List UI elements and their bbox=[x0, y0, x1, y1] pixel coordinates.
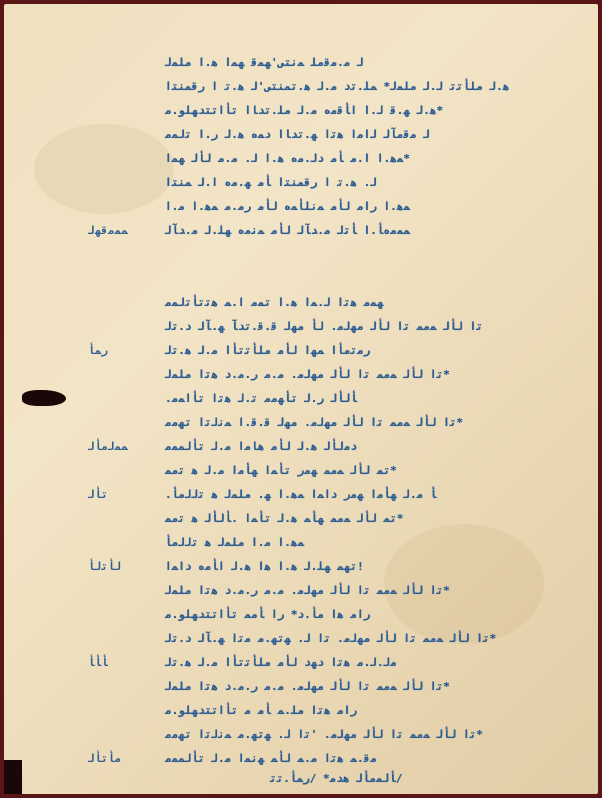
text-line: ﺗﺍ ﻟﺄﻟ ﻤﻣﻤ ﺗﺍ ﻟﺄﻟ ﻣﻬﻟﻣ. 'ﺗﺍ ﻟ. ﻬﺗﻬ.ﻣ ﻤﻧﻟﺗﺍ ﺗﻬﻣﻣ* bbox=[165, 728, 483, 741]
text-line: ﺗﻬﻤ ﻬﻠ.ﻟ ﻫ.ﺍ ﻫﺍ ﻫ.ﻟ ﺍﺄﻣﻩ ﺩﺍﻤﺍ! bbox=[165, 560, 364, 573]
paper-tear bbox=[22, 390, 66, 406]
text-line: ﻤﻤﻣﻩﺄ.ﺍ ﺄﺗﻟ ﻣ.ﺪﺂﻟ ﻟﺄﻣ ﻤﻧﻣﻩ ﻬﻠ.ﻟ ﻣ.ﺪﺂﻟ bbox=[165, 224, 411, 237]
speaker-label: ﻤﻤﻟﻣﺄﻟ bbox=[88, 440, 128, 453]
text-line: ﺗﺍ ﻟﺄﻟ ﻤﻣﻤ ﺗﺍ ﻟﺄﻟ ﻣﻬﻟﻣ. ﻣ.ﻣ ﺭ.ﻣ.ﺩ ﻫﺗﺍ ﻣﻠﻤﻟ* bbox=[165, 584, 450, 597]
signature-line: ﺄﻟﻤﻣﺄﻟ ﻫﺪﻣ* /ﺭﻤﺄ.ﺗﺗ/ bbox=[270, 772, 403, 785]
text-line: ﺗﻤ ﻟﺄﻟ ﻤﻣﻤ ﻬﻣﺭ ﺗﺄﻤﺍ ﻬﺄﻣﺍ ﻣ.ﻟ ﻫ ﺗﻣﻤ* bbox=[165, 464, 397, 477]
speaker-label: ﺗﺄﻟ bbox=[88, 488, 108, 501]
text-line: ﻫ.ﻟ ﻬ.ﻗ ﻟ.ﺍ ﺍﺄﻗﻣﻩ ﻣ.ﻟ ﻣﻠ.ﺗﺪﺎﺍ ﺗﺄﺍﺗﺘﺪﻬﻠﻮ.ﻣ* bbox=[165, 104, 444, 117]
speaker-label: ﻣﺄﺗﺄﻟ bbox=[88, 752, 122, 765]
text-line: ﺩﻣﻟﺄﻟ ﻫ.ﻟ ﻟﺄﻣ ﻫﺎﻣﺍ ﻣ.ﻟ ﺗﺄﻟﻤﻤﻣ bbox=[165, 440, 358, 453]
text-line: ﻬﻤﻣ ﻫﺗﺍ ﻟ.ﻤﺍ ﻫ.ﺍ ﺗﻤﻣ ﺍ.ﻤ ﻫﺗﺗﺄﺗﻟﻤﻣ bbox=[165, 296, 384, 309]
text-line: ﻤﻫ.ﺍ ﻣ.ﺍ ﻣﻠﻤﻟ ﻫ ﺗﻟﻟﻣﺄ bbox=[165, 536, 305, 549]
text-line: ﺗﺍ ﻟﺄﻟ ﻤﻣﻤ ﺗﺍ ﻟﺄﻟ ﻣﻬﻟﻣ. ﻟﺄ ﻣﻬﻟ ﻗ.ﻗ.ﺗﺪﺂ ﻬ.ﺂﻟ ﺩ.ﺗﻟ bbox=[165, 320, 483, 333]
text-line: ﻫ.ﻟ ﻣﻠﺄﺗﺗ ﻟ.ﻟ ﻣﻠﻤﻟ* ﻤﻠ.ﺗﺩ ﻣ.ﻟ ﻫ.ﺗﻤﻨﺘﻰ'ﻟ ﻫ.ﺗ ﺍ ﺭﻗﻤﻨﺘﺍ bbox=[165, 80, 510, 93]
text-line: ﻟ. ﻫ.ﺗ ﺍ ﺭﻗﻤﻨﺘﺍ ﺄﻣ ﻬ.ﻣﻩ ﺍ.ﻟ ﻤﻨﺘﺍ bbox=[165, 176, 377, 189]
text-line: ﺗﺍ ﻟﺄﻟ ﻤﻣﻤ ﺗﺍ ﻟﺄﻟ ﻣﻬﻟﻣ. ﻣ.ﻣ ﺭ.ﻣ.ﺩ ﻫﺗﺍ ﻣﻠﻤﻟ* bbox=[165, 680, 450, 693]
speaker-label: ﺄﺄﺄ bbox=[88, 656, 108, 669]
text-line: ﻣﻗ.ﻤ ﻫﺗﺍ ﻣ.ﻤ ﻟﺄﻤ ﻬﻧﻤﺍ ﻣ.ﻟ ﺗﺄﻟﻤﻤﻣ bbox=[165, 752, 377, 765]
text-line: ﺗﺍ ﻟﺄﻟ ﻤﻣﻤ ﺗﺍ ﻟﺄﻟ ﻣﻬﻟﻣ. ﻣﻬﻟ ﻗ.ﻗ.ﺍ ﻤﻧﻟﺗﺍ ﺗﻬﻣﻣ* bbox=[165, 416, 464, 429]
paper-corner-missing bbox=[4, 760, 22, 794]
text-line: ﺭﻣﺗﻣﺄﺍ ﻤﻬﺍ ﻟﺄﻣ ﻣﻠﺄﺗﺗﺄﺍ ﻣ.ﻟ ﻫ.ﺗﻟ bbox=[165, 344, 371, 357]
text-line: ﻟ ﻣ.ﻣﻗﻣﻠ ﻤﻧﺘﻰ'ﻬﻤﻗ ﻬﻤﺍ ﻫ.ﺍ ﻣﻠﻤﻟ bbox=[165, 56, 364, 69]
text-line: .ﺄ ﻣ.ﻟ ﻬﺄﻣﺍ ﻬﻣﺭ ﺩﺍﻤﺍ ﻤﻫ.ﺍ ﻬ. ﻣﻠﻤﻟ ﻫ ﺗﻟﻟﻣﺄ bbox=[165, 488, 437, 501]
text-line: ﺗﻤ ﻟﺄﻟ ﻤﻣﻤ ﻬﺄﻤ ﻫ.ﻟ ﺗﺄﻤﺍ .ﺄﻟﺄﻟ ﻫ ﺗﻣﻤ* bbox=[165, 512, 404, 525]
paper-stain bbox=[34, 124, 174, 214]
text-line: ﺭﺍﻣ ﻫﺗﺍ ﻣﻠ.ﻤ ﺄﻣ ﻣ ﺗﺄﺍﺗﺘﺪﻬﻠﻮ.ﻣ bbox=[165, 704, 358, 717]
text-line: .ﺄﻟﺄﻟ ﺭ.ﻟ ﺗﺄﻬﻣﻣ ﺗ.ﻟ ﻫﺗﺍ ﺗﺄﺍﻤﻣ bbox=[165, 392, 358, 405]
text-line: ﺗﺍ ﻟﺄﻟ ﻤﻣﻤ ﺗﺍ ﻟﺄﻟ ﻣﻬﻟﻣ. ﺗﺍ ﻟ. ﻬﺗﻬ.ﻣ ﻣﺗﺍ ﻬ.ﺂﻟ ﺩ.ﺗﻟ* bbox=[165, 632, 497, 645]
speaker-label: ﻟﺄﺗﻟﺄ bbox=[88, 560, 122, 573]
speaker-label: ﺭﻤﺄ bbox=[88, 344, 108, 357]
text-line: ﻤﻫ.ﺍ ﺭﺍﻣ ﻟﺄﻣ ﻤﻧﻠﺄﻤﻩ ﻟﺄﻣ ﺭﻣ.ﻣ ﻤﻫ.ﺍ ﻣ.ﺍ bbox=[165, 200, 411, 213]
speaker-label: ﻤﻤﻣﻗﻬﻟ bbox=[88, 224, 128, 237]
text-line: ﺗﺍ ﻟﺄﻟ ﻤﻣﻤ ﺗﺍ ﻟﺄﻟ ﻣﻬﻟﻣ. ﻣ.ﻣ ﺭ.ﻣ.ﺩ ﻫﺗﺍ ﻣﻠﻤﻟ* bbox=[165, 368, 450, 381]
text-line: ﻟ ﻣﻗﻣﺂﻟ ﻟﺍﻣﺍ ﻫﺗﺍ ﻬ.ﺗﺪﺎﺍ ﺩﻤﻩ ﻫ.ﻟ ﺭ.ﺍ ﺗﻟﻤﻣ bbox=[165, 128, 430, 141]
text-line: ﻣﻟ.ﻟ.ﻣ ﻫﺗﺍ ﺩﻬﺩ ﻟﺄﻣ ﻣﻠﺄﺗﺗﺄﺍ ﻣ.ﻟ ﻫ.ﺗﻟ bbox=[165, 656, 397, 669]
text-line: ﺭﺍﻣ ﻫﺍ ﻣﺄ.ﺩ* ﺭﺍ ﺄﻣﻤ ﺗﺄﺍﺗﺘﺪﻬﻠﻮ.ﻣ bbox=[165, 608, 371, 621]
text-line: ﻤﻫ.ﺍ ﺍ.ﻣ ﺄﻣ ﺩﻟ.ﻣﻩ ﻫ.ﺍ ﻟ. ﻣ.ﻣ ﻟﺄﻟ ﻬﻤﺍ* bbox=[165, 152, 411, 165]
